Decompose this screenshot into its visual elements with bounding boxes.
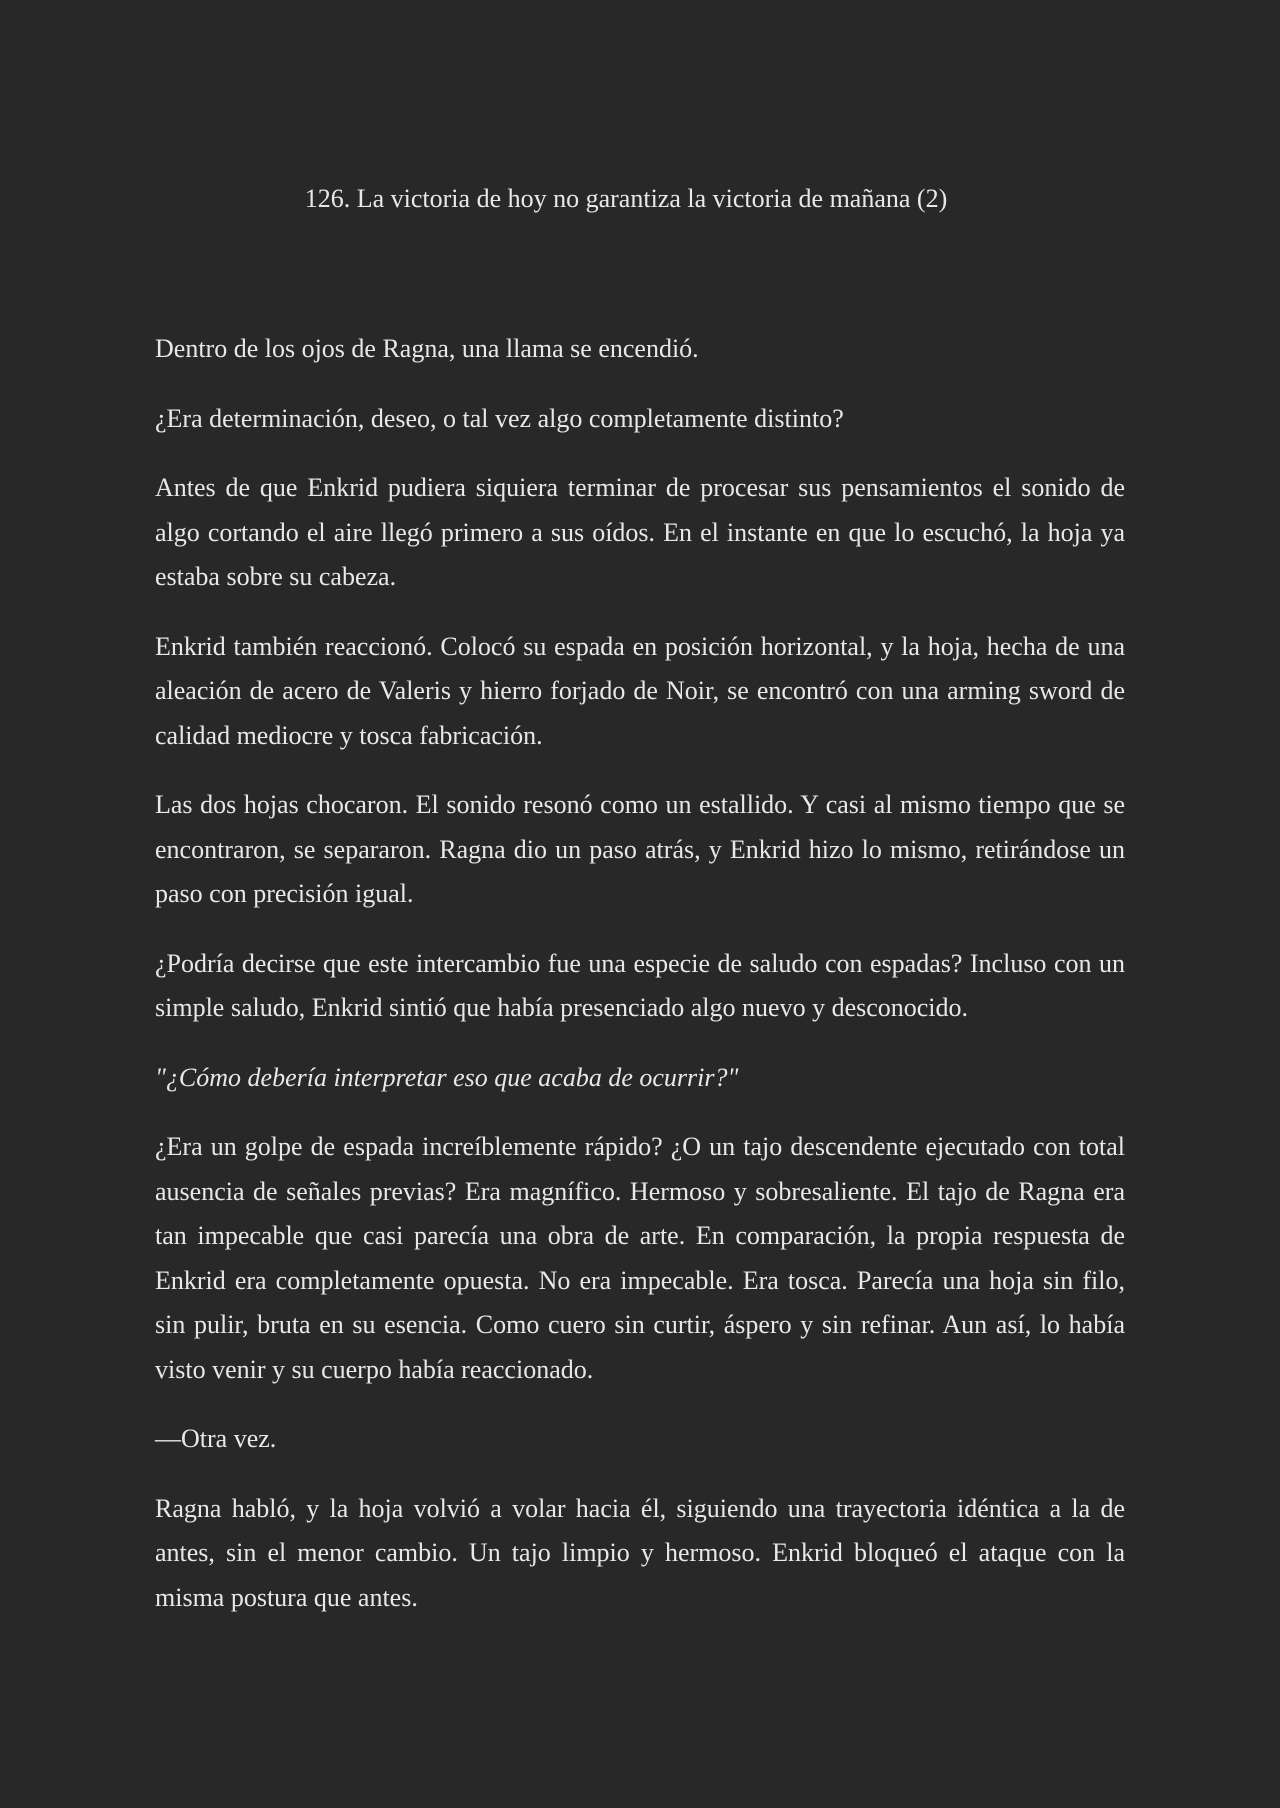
italic-thought-paragraph: "¿Cómo debería interpretar eso que acaba de ocurrir?" xyxy=(155,1062,739,1092)
paragraph: ¿Era determinación, deseo, o tal vez algo completamente distinto? xyxy=(155,403,844,433)
paragraph: Antes de que Enkrid pudiera siquiera terminar de procesar sus pensamientos el sonido de algo cortando el aire llegó primero a sus oídos. En el instante en que lo escuchó, la hoja ya estaba sobre su cabeza. xyxy=(155,473,1125,591)
paragraph: ¿Era un golpe de espada increíblemente rápido? ¿O un tajo descendente ejecutado con total ausencia de señales previas? Era magnífico. Hermoso y sobresaliente. El tajo de Ragna era tan impecable que casi parecía una obra de arte. En comparación, la propia respuesta de Enkrid era completamente opuesta. No era impecable. Era tosca. Parecía una hoja sin filo, sin pulir, bruta en su esencia. Como cuero sin curtir, áspero y sin refinar. Aun así, lo había visto venir y su cuerpo había reaccionado. xyxy=(155,1132,1125,1384)
paragraph: ¿Podría decirse que este intercambio fue una especie de saludo con espadas? Incluso con un simple saludo, Enkrid sintió que había presenciado algo nuevo y desconocido. xyxy=(155,948,1125,1022)
chapter-title: 126. La victoria de hoy no garantiza la victoria de mañana (2) xyxy=(304,184,948,213)
dialogue-paragraph: —Otra vez. xyxy=(155,1424,277,1453)
paragraph: Ragna habló, y la hoja volvió a volar hacia él, siguiendo una trayectoria idéntica a la de antes, sin el menor cambio. Un tajo limpio y hermoso. Enkrid bloqueó el ataque con la misma postura que antes. xyxy=(155,1493,1125,1612)
paragraph: Dentro de los ojos de Ragna, una llama se encendió. xyxy=(155,334,699,363)
paragraph: Las dos hojas chocaron. El sonido resonó como un estallido. Y casi al mismo tiempo que se encontraron, se separaron. Ragna dio un paso atrás, y Enkrid hizo lo mismo, retirándose un paso con precisión igual. xyxy=(155,790,1125,908)
paragraph: Enkrid también reaccionó. Colocó su espada en posición horizontal, y la hoja, hecha de una aleación de acero de Valeris y hierro forjado de Noir, se encontró con una arming sword de calidad mediocre y tosca fabricación. xyxy=(155,631,1125,750)
